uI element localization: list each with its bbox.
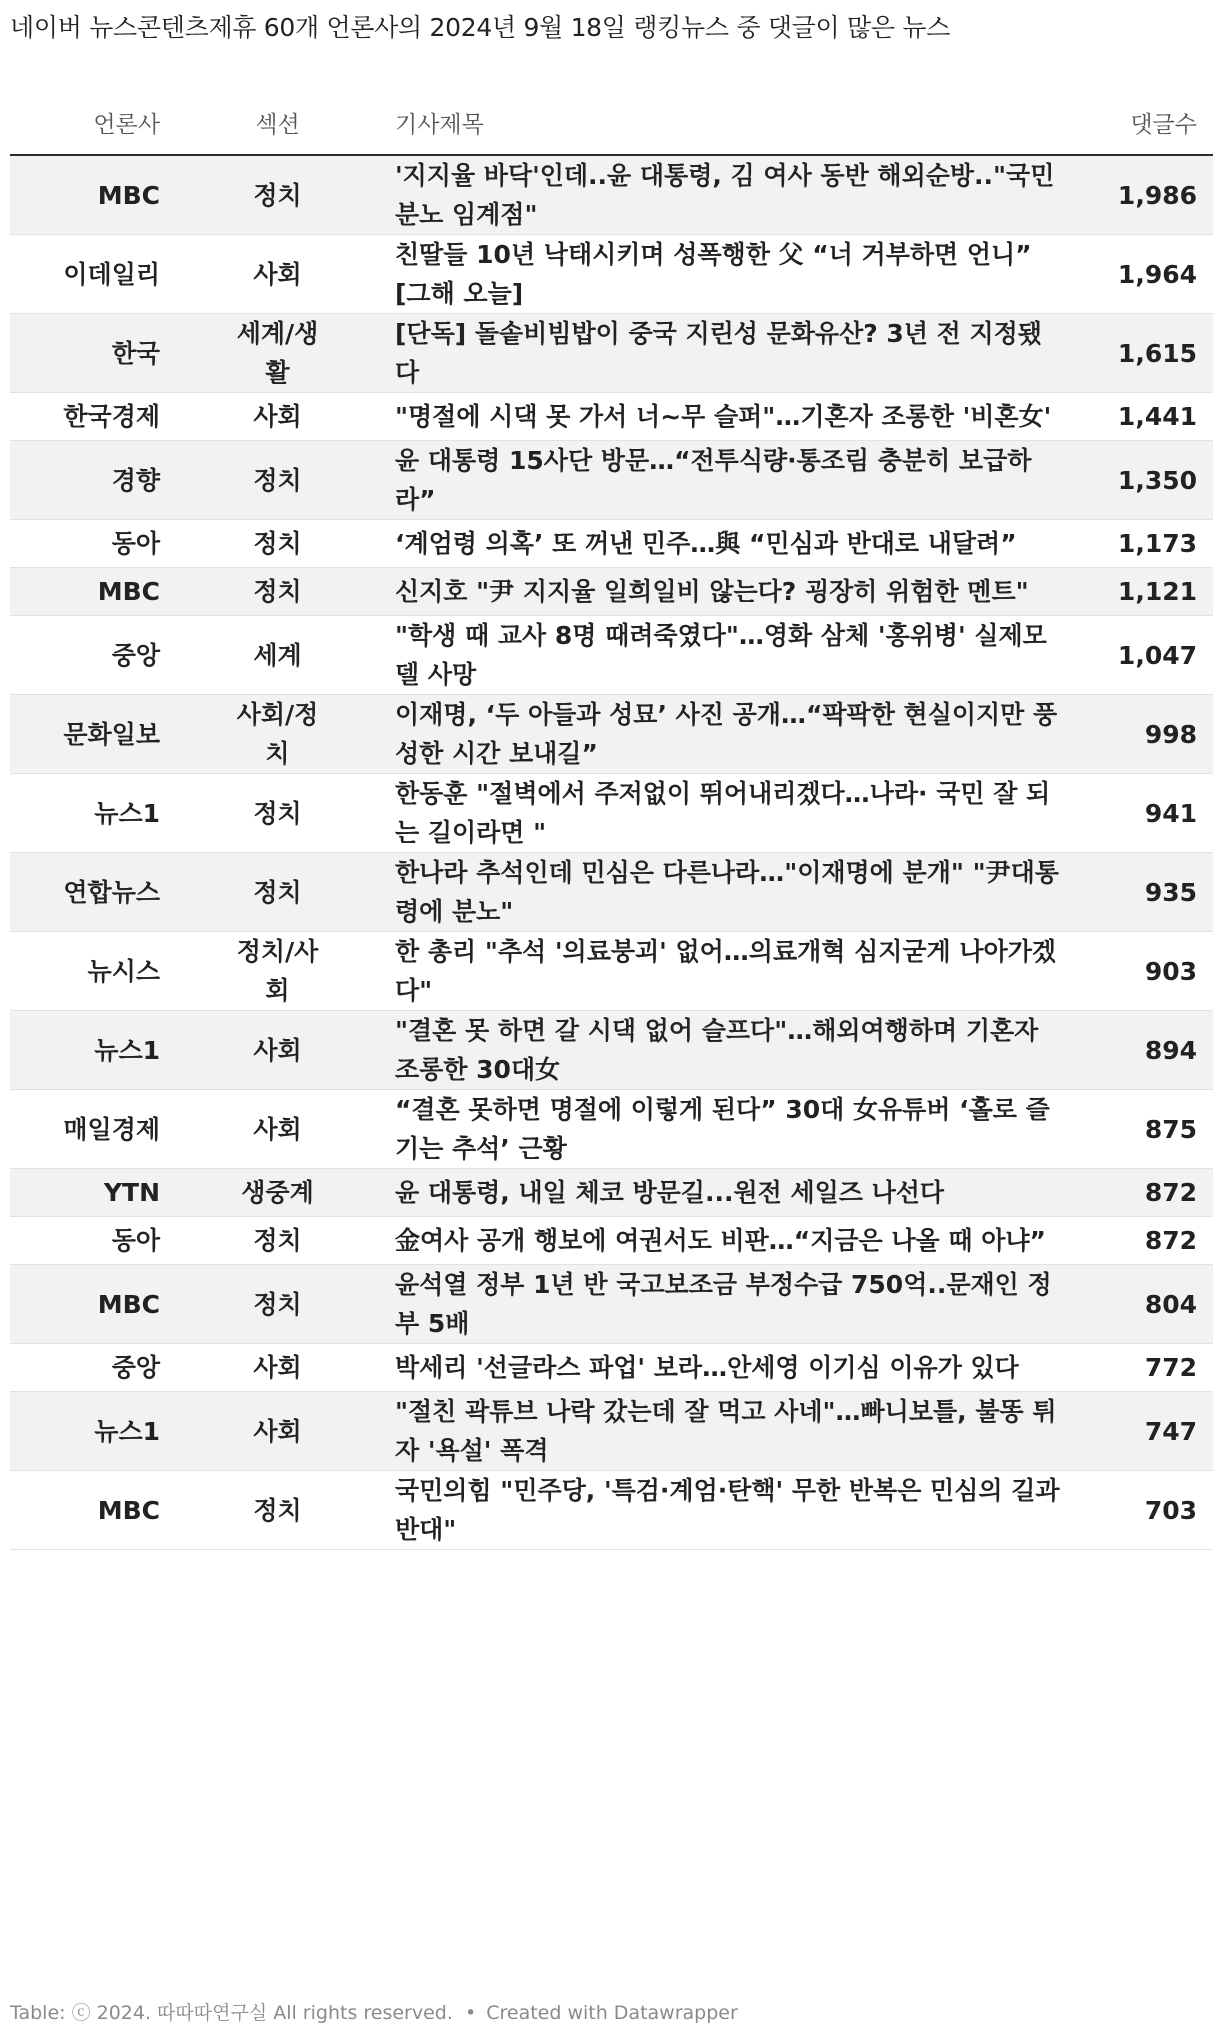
cell-comment-count: 872 [1085, 1217, 1213, 1265]
cell-publisher: 뉴스1 [10, 1011, 170, 1090]
cell-section: 세계 [170, 616, 385, 695]
cell-comment-count: 1,986 [1085, 155, 1213, 235]
cell-comment-count: 772 [1085, 1344, 1213, 1392]
cell-headline: “결혼 못하면 명절에 이렇게 된다” 30대 女유튜버 ‘홀로 즐기는 추석’ 근황 [385, 1090, 1085, 1169]
cell-comment-count: 1,615 [1085, 314, 1213, 393]
cell-comment-count: 747 [1085, 1392, 1213, 1471]
cell-publisher: 매일경제 [10, 1090, 170, 1169]
cell-comment-count: 935 [1085, 853, 1213, 932]
table-row [10, 568, 1213, 616]
cell-section: 사회 [170, 235, 385, 314]
table-row [10, 393, 1213, 441]
table-row [10, 314, 1213, 393]
cell-comment-count: 941 [1085, 774, 1213, 853]
cell-publisher: 동아 [10, 1217, 170, 1265]
footer-source: Table: ⓒ 2024. 따따따연구실 All rights reserved. [10, 2002, 453, 2024]
table-row [10, 853, 1213, 932]
cell-publisher: MBC [10, 568, 170, 616]
footer-credit-link[interactable]: Created with Datawrapper [486, 2002, 738, 2024]
cell-section: 정치 [170, 1471, 385, 1550]
cell-comment-count: 875 [1085, 1090, 1213, 1169]
table-row [10, 235, 1213, 314]
cell-comment-count: 703 [1085, 1471, 1213, 1550]
cell-section: 사회 [170, 1011, 385, 1090]
cell-comment-count: 1,441 [1085, 393, 1213, 441]
cell-headline: 윤석열 정부 1년 반 국고보조금 부정수급 750억..문재인 정부 5배 [385, 1265, 1085, 1344]
cell-headline: 박세리 '선글라스 파업' 보라…안세영 이기심 이유가 있다 [385, 1344, 1085, 1392]
cell-headline: 한동훈 "절벽에서 주저없이 뛰어내리겠다…나라· 국민 잘 되는 길이라면 " [385, 774, 1085, 853]
cell-section: 정치 [170, 853, 385, 932]
cell-publisher: 뉴스1 [10, 774, 170, 853]
footer-separator: • [464, 2002, 477, 2024]
cell-publisher: 경향 [10, 441, 170, 520]
cell-headline: 金여사 공개 행보에 여권서도 비판…“지금은 나올 때 아냐” [385, 1217, 1085, 1265]
table-header-row [10, 90, 1213, 155]
cell-publisher: MBC [10, 155, 170, 235]
cell-publisher: YTN [10, 1169, 170, 1217]
table-row [10, 1471, 1213, 1550]
cell-section: 정치 [170, 155, 385, 235]
table-row [10, 932, 1213, 1011]
cell-headline: 친딸들 10년 낙태시키며 성폭행한 父 “너 거부하면 언니” [그해 오늘] [385, 235, 1085, 314]
cell-headline: 윤 대통령 15사단 방문…“전투식량·통조림 충분히 보급하라” [385, 441, 1085, 520]
cell-comment-count: 872 [1085, 1169, 1213, 1217]
cell-section: 정치/사회 [170, 932, 385, 1011]
table-row [10, 441, 1213, 520]
cell-publisher: 중앙 [10, 1344, 170, 1392]
cell-headline: 신지호 "尹 지지율 일희일비 않는다? 굉장히 위험한 멘트" [385, 568, 1085, 616]
cell-comment-count: 1,047 [1085, 616, 1213, 695]
cell-comment-count: 1,350 [1085, 441, 1213, 520]
cell-publisher: 문화일보 [10, 695, 170, 774]
cell-section: 세계/생활 [170, 314, 385, 393]
cell-section: 정치 [170, 1217, 385, 1265]
cell-comment-count: 998 [1085, 695, 1213, 774]
table-row [10, 1217, 1213, 1265]
table-row [10, 520, 1213, 568]
cell-headline: "명절에 시댁 못 가서 너~무 슬퍼"…기혼자 조롱한 '비혼女' [385, 393, 1085, 441]
cell-publisher: 연합뉴스 [10, 853, 170, 932]
table-row [10, 1344, 1213, 1392]
cell-section: 사회 [170, 1392, 385, 1471]
cell-comment-count: 804 [1085, 1265, 1213, 1344]
ranking-table [10, 90, 1213, 1550]
table-row [10, 774, 1213, 853]
table-row [10, 1090, 1213, 1169]
cell-section: 사회 [170, 1090, 385, 1169]
cell-headline: "절친 곽튜브 나락 갔는데 잘 먹고 사네"…빠니보틀, 불똥 튀자 '욕설' 폭격 [385, 1392, 1085, 1471]
cell-comment-count: 894 [1085, 1011, 1213, 1090]
cell-section: 사회 [170, 1344, 385, 1392]
cell-headline: '지지율 바닥'인데..윤 대통령, 김 여사 동반 해외순방.."국민 분노 임계점" [385, 155, 1085, 235]
cell-headline: 윤 대통령, 내일 체코 방문길...원전 세일즈 나선다 [385, 1169, 1085, 1217]
cell-section: 생중계 [170, 1169, 385, 1217]
cell-publisher: MBC [10, 1471, 170, 1550]
cell-section: 정치 [170, 520, 385, 568]
cell-publisher: 중앙 [10, 616, 170, 695]
cell-publisher: 동아 [10, 520, 170, 568]
cell-headline: ‘계엄령 의혹’ 또 꺼낸 민주…與 “민심과 반대로 내달려” [385, 520, 1085, 568]
cell-comment-count: 1,964 [1085, 235, 1213, 314]
page-title: 네이버 뉴스콘텐츠제휴 60개 언론사의 2024년 9월 18일 랭킹뉴스 중 댓글이 많은 뉴스 [10, 13, 951, 42]
cell-publisher: 한국경제 [10, 393, 170, 441]
column-header-section[interactable]: 섹션 [170, 90, 385, 155]
cell-section: 사회/정치 [170, 695, 385, 774]
cell-headline: 한나라 추석인데 민심은 다른나라…"이재명에 분개" "尹대통령에 분노" [385, 853, 1085, 932]
cell-headline: 이재명, ‘두 아들과 성묘’ 사진 공개…“팍팍한 현실이지만 풍성한 시간 보내길” [385, 695, 1085, 774]
table-row [10, 695, 1213, 774]
cell-section: 정치 [170, 441, 385, 520]
table-row [10, 1011, 1213, 1090]
cell-publisher: 한국 [10, 314, 170, 393]
cell-comment-count: 903 [1085, 932, 1213, 1011]
table-footer [10, 1998, 738, 2025]
table-row [10, 155, 1213, 235]
table-row [10, 1169, 1213, 1217]
column-header-comments[interactable]: 댓글수 [1085, 90, 1213, 155]
column-header-headline[interactable]: 기사제목 [385, 90, 1085, 155]
cell-comment-count: 1,121 [1085, 568, 1213, 616]
cell-publisher: 뉴스1 [10, 1392, 170, 1471]
table-row [10, 1265, 1213, 1344]
column-header-publisher[interactable]: 언론사 [10, 90, 170, 155]
cell-headline: "학생 때 교사 8명 때려죽였다"…영화 삼체 '홍위병' 실제모델 사망 [385, 616, 1085, 695]
cell-publisher: 뉴시스 [10, 932, 170, 1011]
cell-section: 정치 [170, 774, 385, 853]
cell-headline: 한 총리 "추석 '의료붕괴' 없어…의료개혁 심지굳게 나아가겠다" [385, 932, 1085, 1011]
cell-comment-count: 1,173 [1085, 520, 1213, 568]
cell-headline: [단독] 돌솥비빔밥이 중국 지린성 문화유산? 3년 전 지정됐다 [385, 314, 1085, 393]
cell-section: 정치 [170, 568, 385, 616]
cell-section: 정치 [170, 1265, 385, 1344]
table-row [10, 616, 1213, 695]
cell-headline: 국민의힘 "민주당, '특검·계엄·탄핵' 무한 반복은 민심의 길과 반대" [385, 1471, 1085, 1550]
cell-section: 사회 [170, 393, 385, 441]
table-row [10, 1392, 1213, 1471]
cell-headline: "결혼 못 하면 갈 시댁 없어 슬프다"…해외여행하며 기혼자 조롱한 30대女 [385, 1011, 1085, 1090]
cell-publisher: 이데일리 [10, 235, 170, 314]
cell-publisher: MBC [10, 1265, 170, 1344]
